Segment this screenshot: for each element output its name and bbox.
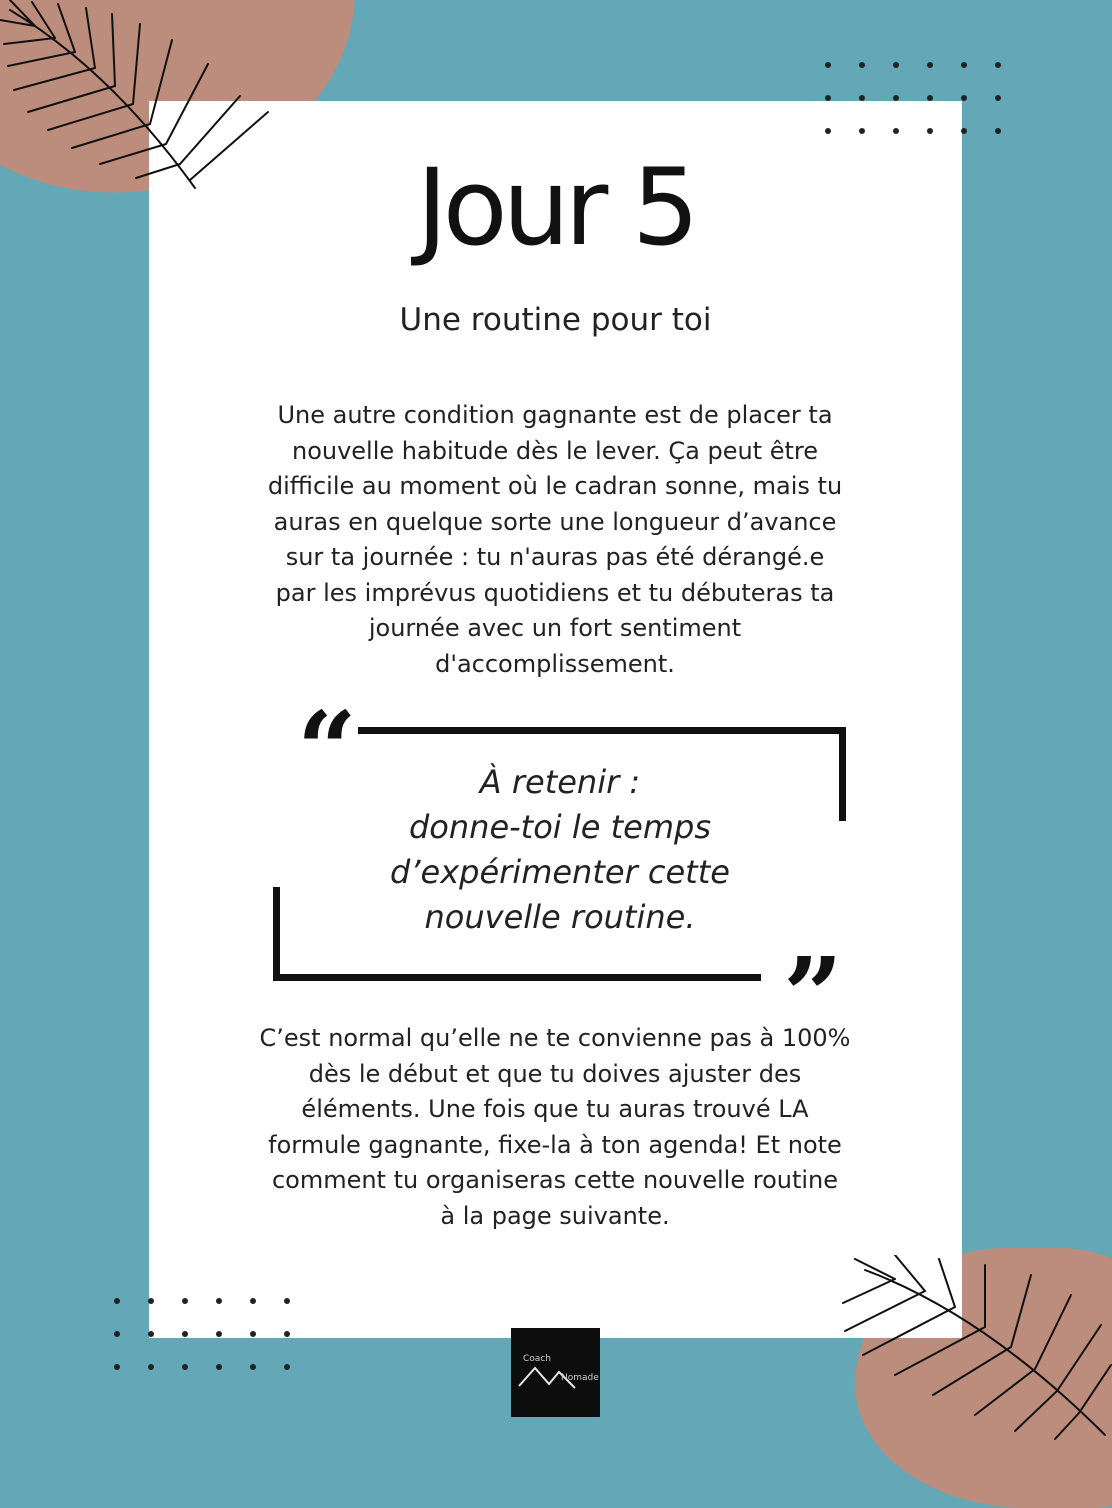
- logo-text: Coach: [523, 1354, 551, 1364]
- quote-frame-left: [273, 887, 280, 981]
- text-line: difficile au moment où le cadran sonne, mais tu: [267, 472, 843, 500]
- quote-frame-bottom: [273, 974, 761, 981]
- open-quote-icon: “: [297, 688, 357, 811]
- dot-grid: [114, 1298, 290, 1370]
- text-line: C’est normal qu’elle ne te convienne pas à 100%: [259, 1024, 851, 1052]
- logo-text: Nomade: [561, 1373, 599, 1383]
- quote-frame-top: [358, 727, 846, 734]
- text-line: auras en quelque sorte une longueur d’avance: [273, 507, 837, 536]
- quote-frame-right: [839, 727, 846, 821]
- text-line: par les imprévus quotidiens et tu débuteras ta: [275, 578, 835, 607]
- text-line: d'accomplissement.: [435, 649, 675, 678]
- quote-text: [320, 760, 800, 940]
- quote-line: nouvelle routine.: [424, 898, 696, 936]
- text-line: comment tu organiseras cette nouvelle routine: [271, 1166, 839, 1194]
- coach-nomade-logo: [511, 1328, 600, 1417]
- close-quote-icon: ”: [783, 934, 843, 1057]
- palm-leaf-icon: [835, 1255, 1112, 1440]
- quote-line: d’expérimenter cette: [390, 853, 730, 891]
- text-line: Une autre condition gagnante est de placer ta: [277, 401, 833, 429]
- quote-line: À retenir :: [479, 763, 641, 801]
- text-line: à la page suivante.: [440, 1201, 670, 1230]
- page-subtitle: Une routine pour toi: [399, 302, 712, 338]
- dot-grid: [825, 62, 1001, 134]
- text-line: formule gagnante, fixe-la à ton agenda! Et note: [268, 1130, 842, 1159]
- text-line: dès le début et que tu doives ajuster des: [308, 1059, 802, 1088]
- closing-paragraph: [240, 1021, 870, 1234]
- intro-paragraph: [240, 398, 870, 682]
- text-line: nouvelle habitude dès le lever. Ça peut être: [291, 436, 819, 465]
- text-line: éléments. Une fois que tu auras trouvé LA: [301, 1095, 809, 1123]
- quote-line: donne-toi le temps: [408, 808, 711, 846]
- text-line: sur ta journée : tu n'auras pas été dérangé.e: [285, 543, 825, 571]
- page-title: Jour 5: [416, 146, 695, 269]
- text-line: journée avec un fort sentiment: [368, 614, 742, 642]
